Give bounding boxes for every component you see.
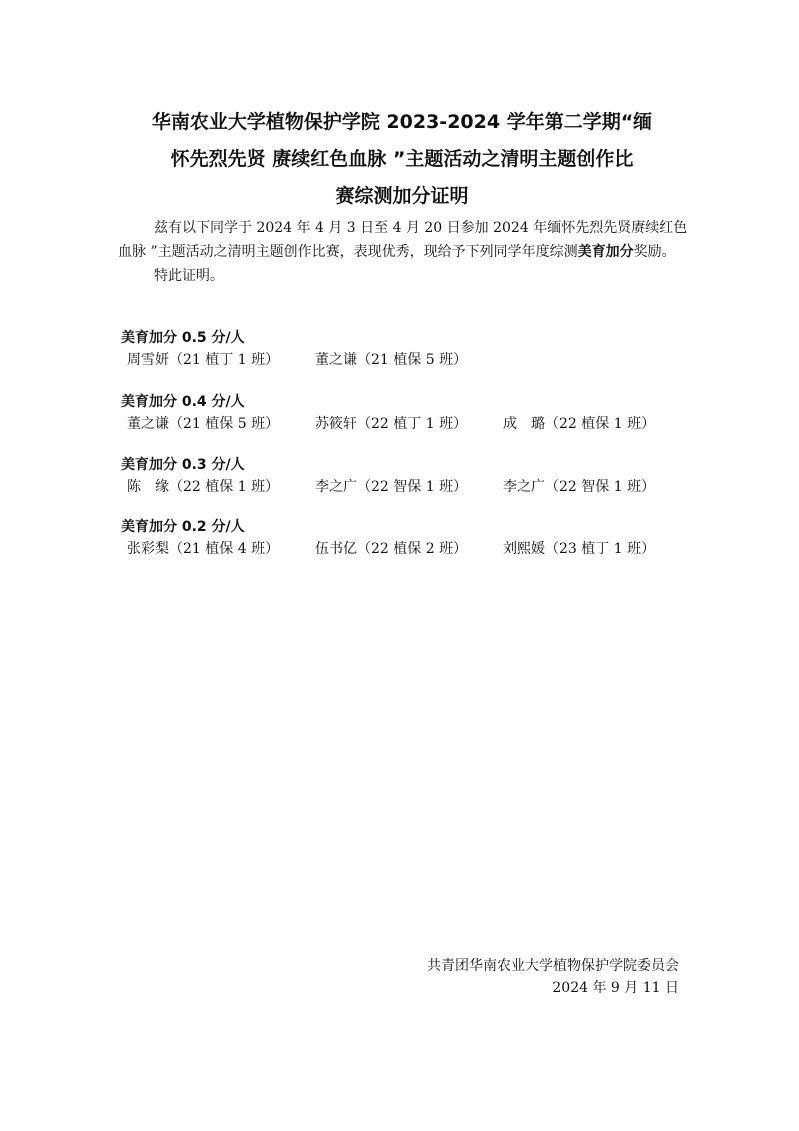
body-paragraph-2: 特此证明。 bbox=[154, 268, 224, 284]
title-line-1: 华南农业大学植物保护学院 2023-2024 学年第二学期“缅 bbox=[151, 111, 653, 133]
award-group-title: 美育加分 0.2 分/人 bbox=[121, 519, 245, 535]
student-name: 刘熙媛（23 植丁 1 班） bbox=[503, 541, 656, 557]
student-name: 陈 缘（22 植保 1 班） bbox=[127, 479, 280, 495]
issue-date: 2024 年 9 月 11 日 bbox=[552, 980, 679, 996]
award-group-title: 美育加分 0.5 分/人 bbox=[121, 330, 245, 346]
issuing-organization: 共青团华南农业大学植物保护学院委员会 bbox=[427, 958, 679, 974]
body-paragraph-1 bbox=[118, 216, 688, 264]
award-group-0-4 bbox=[121, 391, 701, 435]
award-names-row bbox=[121, 349, 701, 371]
body-text-before: 兹有以下同学于 2024 年 4 月 3 日至 4 月 20 日参加 2024 年缅怀先烈先贤赓续红色血脉 ”主题活动之清明主题创作比赛，表现优秀，现给予下列同学年度综测 bbox=[118, 220, 688, 260]
student-name: 李之广（22 智保 1 班） bbox=[503, 479, 656, 495]
certificate-body bbox=[118, 216, 688, 288]
title-line-2: 怀先烈先贤 赓续红色血脉 ”主题活动之清明主题创作比 bbox=[170, 148, 634, 170]
document-title bbox=[110, 104, 694, 215]
student-name: 伍书亿（22 植保 2 班） bbox=[315, 541, 468, 557]
student-name: 周雪妍（21 植丁 1 班） bbox=[127, 352, 280, 368]
student-name: 张彩梨（21 植保 4 班） bbox=[127, 541, 280, 557]
body-text-bold: 美育加分 bbox=[577, 244, 634, 260]
student-name: 李之广（22 智保 1 班） bbox=[315, 479, 468, 495]
student-name: 苏筱轩（22 植丁 1 班） bbox=[315, 416, 468, 432]
student-name: 成 璐（22 植保 1 班） bbox=[503, 416, 656, 432]
student-name: 董之谦（21 植保 5 班） bbox=[127, 416, 280, 432]
title-line-3: 赛综测加分证明 bbox=[335, 185, 469, 207]
award-group-0-5 bbox=[121, 327, 701, 371]
body-text-after: 奖励。 bbox=[633, 244, 676, 260]
award-group-0-2 bbox=[121, 516, 701, 560]
student-name: 董之谦（21 植保 5 班） bbox=[315, 352, 468, 368]
signature-block bbox=[330, 955, 679, 999]
award-group-title: 美育加分 0.4 分/人 bbox=[121, 394, 245, 410]
award-names-row bbox=[121, 538, 701, 560]
award-names-row bbox=[121, 413, 701, 435]
award-group-title: 美育加分 0.3 分/人 bbox=[121, 457, 245, 473]
award-group-0-3 bbox=[121, 454, 701, 498]
award-names-row bbox=[121, 476, 701, 498]
